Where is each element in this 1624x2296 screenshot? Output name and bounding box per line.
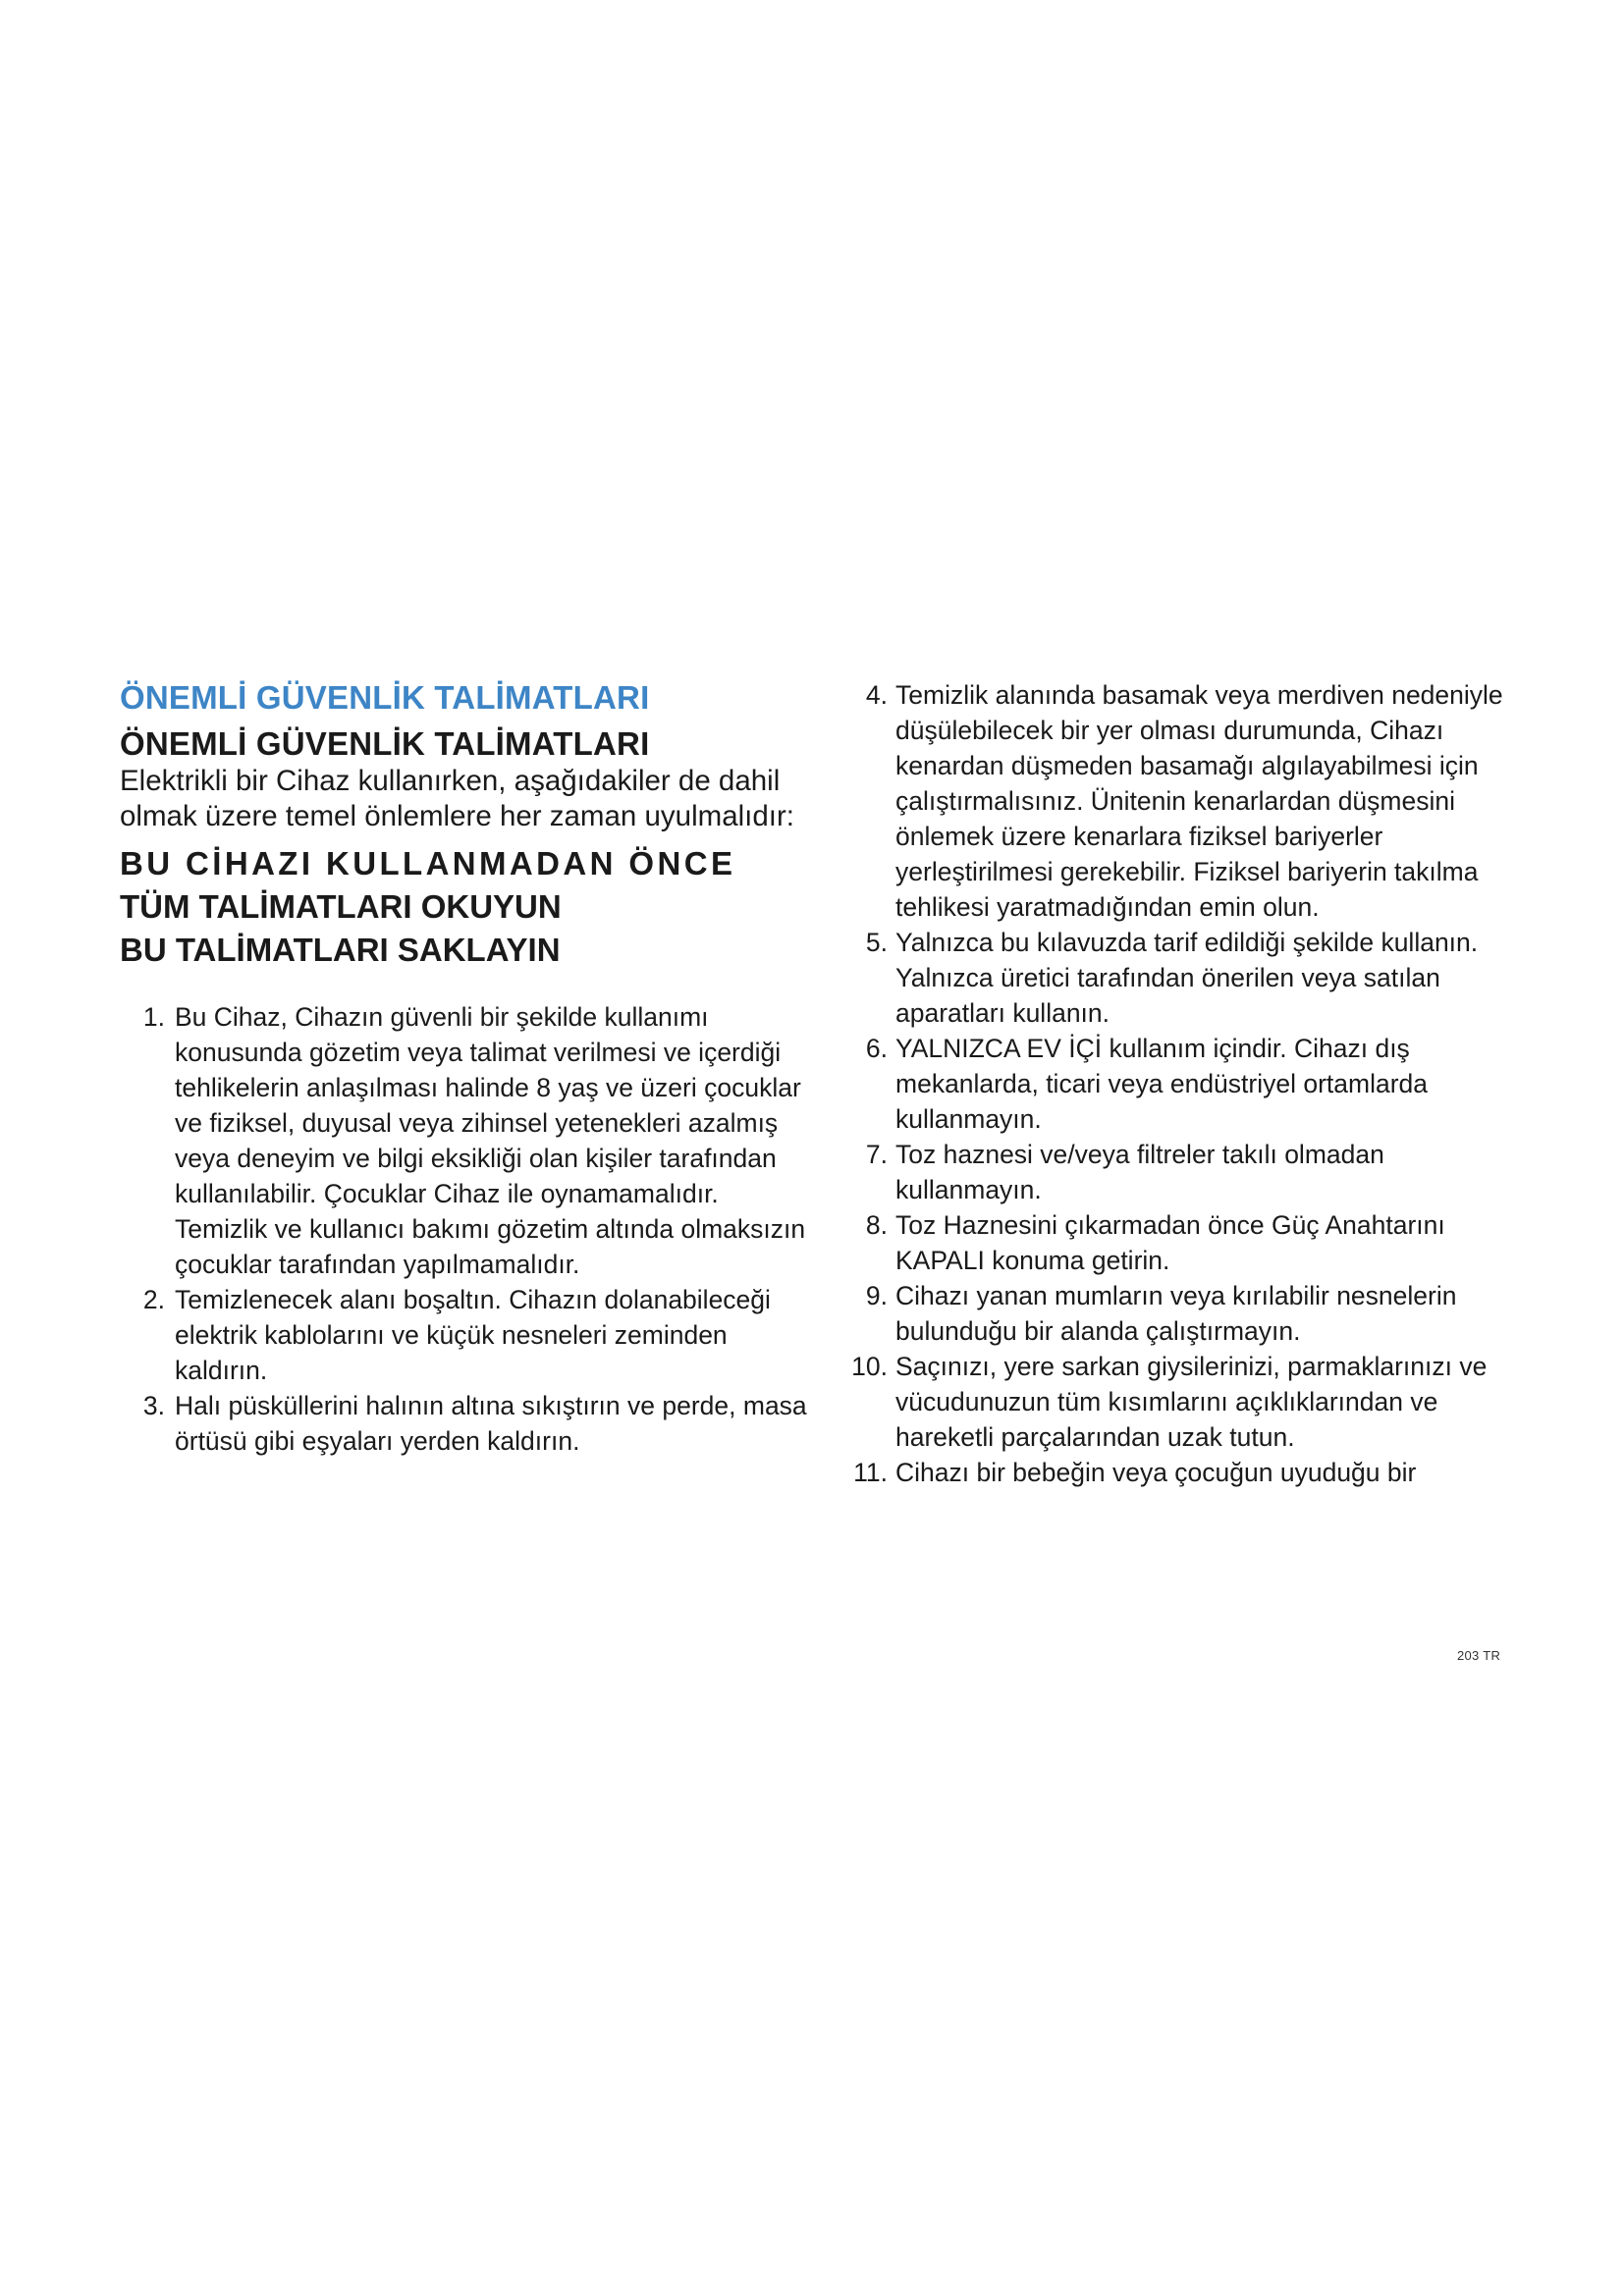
item-number: 8. — [865, 1210, 888, 1240]
item-text: Bu Cihaz, Cihazın güvenli bir şekilde kullanımı konusunda gözetim veya talimat verilmesi ve içerdiği tehlikelerin anlaşılması halinde 8 yaş ve üzeri çocuklar ve fiziksel, duyusal veya zihinsel yetenekleri azalmış veya deneyim ve bilgi eksikliği olan kişiler tarafından kullanılabilir. Çocuklar Cihaz ile oynamamalıdır. Temizlik ve kullanıcı bakımı gözetim altında olmaksızın çocuklar tarafından yapılmamalıdır. — [175, 1002, 806, 1279]
warning-line-2: TÜM TALİMATLARI OKUYUN — [120, 888, 562, 925]
item-number: 7. — [865, 1140, 888, 1169]
item-text: Toz haznesi ve/veya filtreler takılı olmadan kullanmayın. — [895, 1140, 1384, 1204]
item-number: 11. — [853, 1458, 888, 1487]
item-text: Cihazı bir bebeğin veya çocuğun uyuduğu bir — [895, 1458, 1417, 1487]
warning-line-1: BU CİHAZI KULLANMADAN ÖNCE — [120, 845, 736, 881]
warning-line-3: BU TALİMATLARI SAKLAYIN — [120, 932, 561, 968]
list-item — [840, 1207, 1528, 1278]
list-item — [840, 1278, 1528, 1349]
list-item — [840, 1349, 1528, 1455]
intro-paragraph: Elektrikli bir Cihaz kullanırken, aşağıdakiler de dahil olmak üzere temel önlemlere her zaman uyulmalıdır: — [120, 765, 794, 832]
section-title: ÖNEMLİ GÜVENLİK TALİMATLARI — [120, 725, 650, 762]
instruction-list-right — [840, 677, 1528, 1490]
item-number: 5. — [865, 928, 888, 957]
item-number: 6. — [865, 1034, 888, 1063]
right-column — [840, 677, 1528, 1490]
item-text: Saçınızı, yere sarkan giysilerinizi, parmaklarınızı ve vücudunuzun tüm kısımlarını açıklıklarından ve hareketli parçalarından uzak tutun. — [895, 1352, 1488, 1452]
section-title-blue: ÖNEMLİ GÜVENLİK TALİMATLARI — [120, 679, 650, 716]
page-number: 203 TR — [1457, 1648, 1501, 1663]
item-text: YALNIZCA EV İÇİ kullanım içindir. Cihazı dış mekanlarda, ticari veya endüstriyel ortamlarda kullanmayın. — [895, 1034, 1429, 1134]
list-item — [840, 1137, 1528, 1207]
list-item — [840, 1031, 1528, 1137]
item-number: 1. — [142, 1002, 165, 1032]
list-item — [840, 677, 1528, 925]
left-column — [120, 675, 817, 1459]
list-item — [120, 1388, 817, 1459]
item-text: Cihazı yanan mumların veya kırılabilir nesnelerin bulunduğu bir alanda çalıştırmayın. — [895, 1281, 1457, 1346]
instruction-list-left — [120, 999, 817, 1459]
item-number: 10. — [851, 1352, 888, 1381]
item-number: 3. — [142, 1391, 165, 1420]
list-item — [120, 999, 817, 1282]
list-item — [120, 1282, 817, 1388]
item-text: Toz Haznesini çıkarmadan önce Güç Anahtarını KAPALI konuma getirin. — [895, 1210, 1445, 1275]
item-text: Yalnızca bu kılavuzda tarif edildiği şekilde kullanın. Yalnızca üretici tarafından önerilen veya satılan aparatları kullanın. — [895, 928, 1479, 1028]
list-item — [840, 925, 1528, 1031]
item-number: 9. — [865, 1281, 888, 1310]
item-number: 2. — [142, 1285, 165, 1314]
item-text: Temizlenecek alanı boşaltın. Cihazın dolanabileceği elektrik kablolarını ve küçük nesneleri zeminden kaldırın. — [175, 1285, 771, 1385]
list-item — [840, 1455, 1528, 1490]
item-text: Temizlik alanında basamak veya merdiven nedeniyle düşülebilecek bir yer olması durumunda, Cihazı kenardan düşmeden basamağı algılayabilmesi için çalıştırmalısınız. Ünitenin kenarlardan düşmesini önlemek üzere kenarlara fiziksel bariyerler yerleştirilmesi gerekebilir. Fiziksel bariyerin takılma tehlikesi yaratmadığından emin olun. — [895, 680, 1503, 922]
item-number: 4. — [865, 680, 888, 710]
item-text: Halı püsküllerini halının altına sıkıştırın ve perde, masa örtüsü gibi eşyaları yerden kaldırın. — [175, 1391, 807, 1456]
